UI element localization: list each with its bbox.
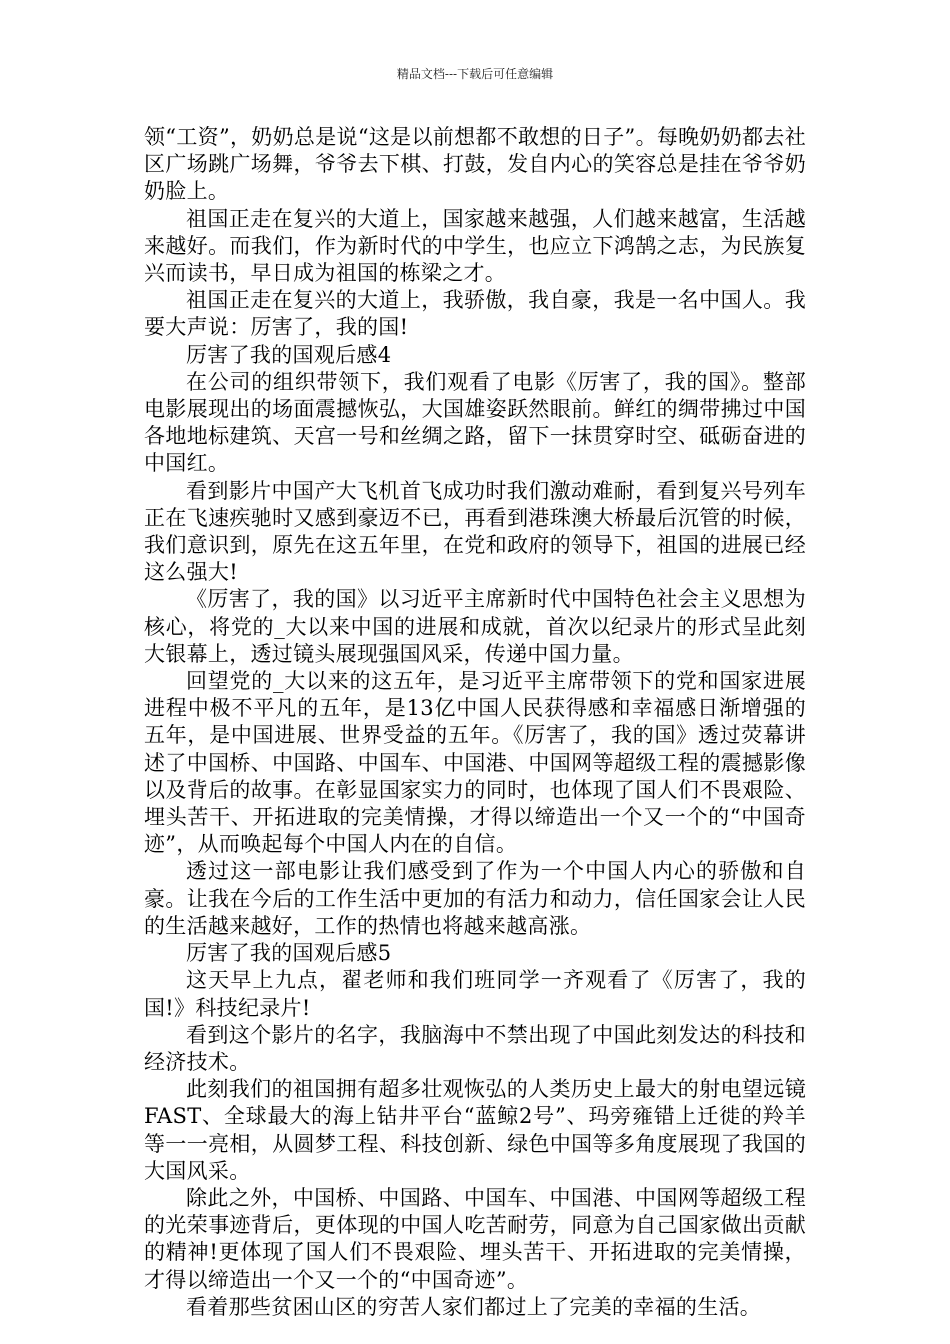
paragraph: 在公司的组织带领下，我们观看了电影《厉害了，我的国》。整部电影展现出的场面震撼恢弘，大国雄姿跃然眼前。鲜红的绸带拂过中国各地地标建筑、天宫一号和丝绸之路，留下一抹贯穿时空、砥砺奋进的中国红。 [144,369,806,476]
paragraph: 祖国正走在复兴的大道上，我骄傲，我自豪，我是一名中国人。我要大声说：厉害了，我的国! [144,288,806,340]
paragraph: 此刻我们的祖国拥有超多壮观恢弘的人类历史上最大的射电望远镜FAST、全球最大的海上钻井平台“蓝鲸2号”、玛旁雍错上迁徙的羚羊等一一亮相，从圆梦工程、科技创新、绿色中国等多角度展现了我国的大国风采。 [144,1077,806,1183]
paragraph: 领“工资”，奶奶总是说“这是以前想都不敢想的日子”。每晚奶奶都去社区广场跳广场舞，爷爷去下棋、打鼓，发自内心的笑容总是挂在爷爷奶奶脸上。 [144,125,806,204]
paragraph: 看到这个影片的名字，我脑海中不禁出现了中国此刻发达的科技和经济技术。 [144,1022,806,1074]
paragraph: 回望党的_大以来的这五年，是习近平主席带领下的党和国家进展进程中极不平凡的五年，是13亿中国人民获得感和幸福感日渐增强的五年，是中国进展、世界受益的五年。《厉害了，我的国》透过荧幕讲述了中国桥、中国路、中国车、中国港、中国网等超级工程的震撼影像以及背后的故事。在彰显国家实力的同时，也体现了国人们不畏艰险、埋头苦干、开拓进取的完美情操，才得以缔造出一个又一个的“中国奇迹”，从而唤起每个中国人内在的自信。 [144,669,806,857]
paragraph: 这天早上九点，翟老师和我们班同学一齐观看了《厉害了，我的国!》科技纪录片! [144,968,806,1020]
document-body [144,124,806,1321]
paragraph: 看到影片中国产大飞机首飞成功时我们激动难耐，看到复兴号列车正在飞速疾驰时又感到豪迈不已，再看到港珠澳大桥最后沉管的时候，我们意识到，原先在这五年里，在党和政府的领导下，祖国的进展已经这么强大! [144,478,806,585]
paragraph: 祖国正走在复兴的大道上，国家越来越强，人们越来越富，生活越来越好。而我们，作为新时代的中学生，也应立下鸿鹄之志，为民族复兴而读书，早日成为祖国的栋梁之才。 [144,206,806,286]
paragraph: 除此之外，中国桥、中国路、中国车、中国港、中国网等超级工程的光荣事迹背后，更体现的中国人吃苦耐劳，同意为自己国家做出贡献的精神!更体现了国人们不畏艰险、埋头苦干、开拓进取的完美情操，才得以缔造出一个又一个的“中国奇迹”。 [144,1185,806,1292]
paragraph: 透过这一部电影让我们感受到了作为一个中国人内心的骄傲和自豪。让我在今后的工作生活中更加的有活力和动力，信任国家会让人民的生活越来越好，工作的热情也将越来越高涨。 [144,859,806,938]
section-heading: 厉害了我的国观后感5 [186,941,392,966]
paragraph: 《厉害了，我的国》以习近平主席新时代中国特色社会主义思想为核心，将党的_大以来中国的进展和成就，首次以纪录片的形式呈此刻大银幕上，透过镜头展现强国风采，传递中国力量。 [144,587,806,666]
section-heading: 厉害了我的国观后感4 [186,342,392,367]
page-header: 精品文档---下载后可任意编辑 [396,67,554,81]
paragraph: 看着那些贫困山区的穷苦人家们都过上了完美的幸福的生活。 [186,1294,762,1319]
